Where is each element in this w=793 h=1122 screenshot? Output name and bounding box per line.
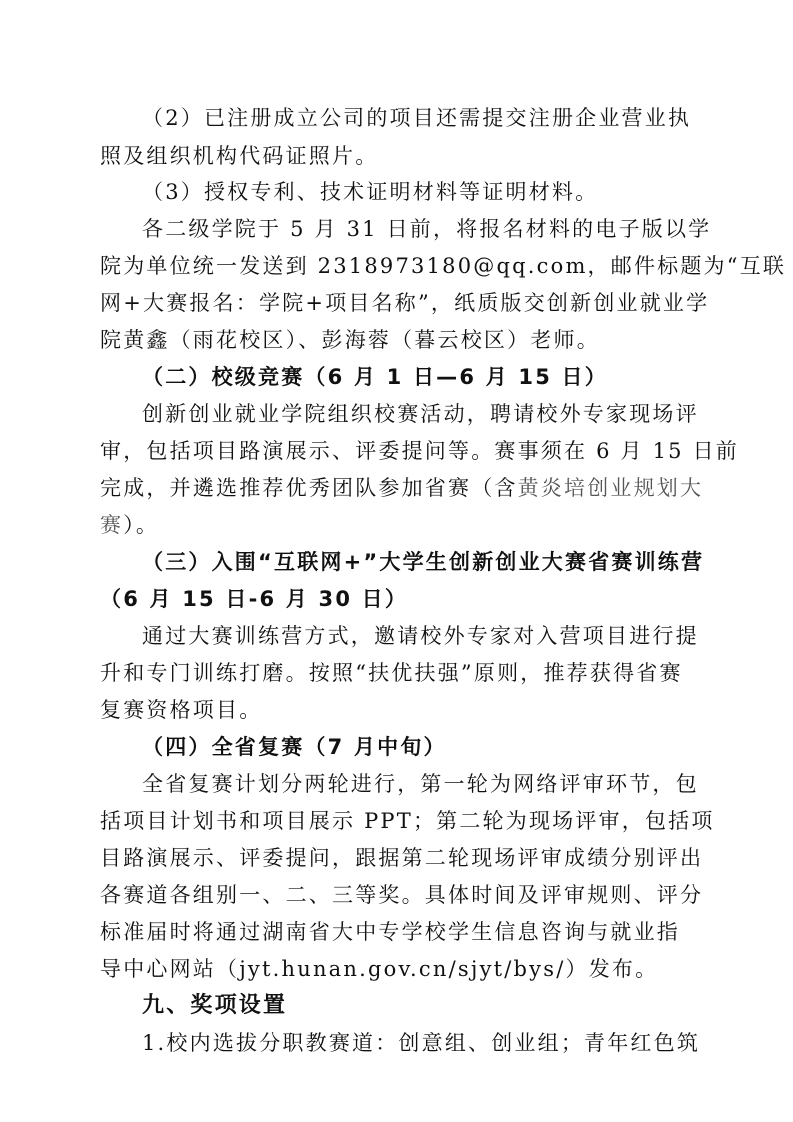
paragraph-line: （3）授权专利、技术证明材料等证明材料。 <box>142 180 599 204</box>
paragraph-line: 标准届时将通过湖南省大中专学校学生信息咨询与就业指 <box>100 920 680 944</box>
paragraph-line: 审，包括项目路演展示、评委提问等。赛事须在 6 月 15 日前 <box>100 439 739 463</box>
section-heading: （二）校级竞赛（6 月 1 日—6 月 15 日） <box>142 365 608 389</box>
paragraph-line <box>100 511 159 539</box>
section-heading: （6 月 15 日-6 月 30 日） <box>100 587 409 611</box>
paragraph-line: 各赛道各组别一、二、三等奖。具体时间及评审规则、评分 <box>100 883 704 907</box>
paragraph-line: 院为单位统一发送到 2318973180@qq.com，邮件标题为“互联 <box>100 254 787 278</box>
contest-name-text: 黄炎培创业规划大 <box>517 476 704 500</box>
paragraph-line: 1.校内选拔分职教赛道：创意组、创业组；青年红色筑 <box>142 1031 701 1055</box>
paragraph-line: 通过大赛训练营方式，邀请校外专家对入营项目进行提 <box>142 624 699 648</box>
paragraph-line: 创新创业就业学院组织校赛活动，聘请校外专家现场评 <box>142 402 699 426</box>
paragraph-line: 网+大赛报名：学院+项目名称”，纸质版交创新创业就业学 <box>100 291 710 315</box>
paragraph-line: （2）已注册成立公司的项目还需提交注册企业营业执 <box>142 106 692 130</box>
paragraph-line: 括项目计划书和项目展示 PPT；第二轮为现场评审，包括项 <box>100 809 715 833</box>
paragraph-line: 院黄鑫（雨花校区）、彭海蓉（暮云校区）老师。 <box>100 328 600 352</box>
paragraph-line: 导中心网站（jyt.hunan.gov.cn/sjyt/bys/）发布。 <box>100 957 659 981</box>
paragraph-line <box>100 474 703 502</box>
contest-name-text: 赛 <box>100 513 124 537</box>
section-heading: （四）全省复赛（7 月中旬） <box>142 735 447 759</box>
paragraph-line: 目路演展示、评委提问，跟据第二轮现场评审成绩分别评出 <box>100 846 704 870</box>
section-heading: （三）入围“互联网+”大学生创新创业大赛省赛训练营 <box>142 550 705 574</box>
paragraph-line: 升和专门训练打磨。按照“扶优扶强”原则，推荐获得省赛 <box>100 661 683 685</box>
paragraph-line: 复赛资格项目。 <box>100 698 263 722</box>
paragraph-text: 完成，并遴选推荐优秀团队参加省赛（含 <box>100 476 518 500</box>
paragraph-line: 各二级学院于 5 月 31 日前，将报名材料的电子版以学 <box>142 217 712 241</box>
paragraph-line: 照及组织机构代码证照片。 <box>100 144 379 168</box>
section-title: 九、奖项设置 <box>142 993 288 1018</box>
paragraph-text: ）。 <box>123 513 160 537</box>
paragraph-line: 全省复赛计划分两轮进行，第一轮为网络评审环节，包 <box>142 772 699 796</box>
